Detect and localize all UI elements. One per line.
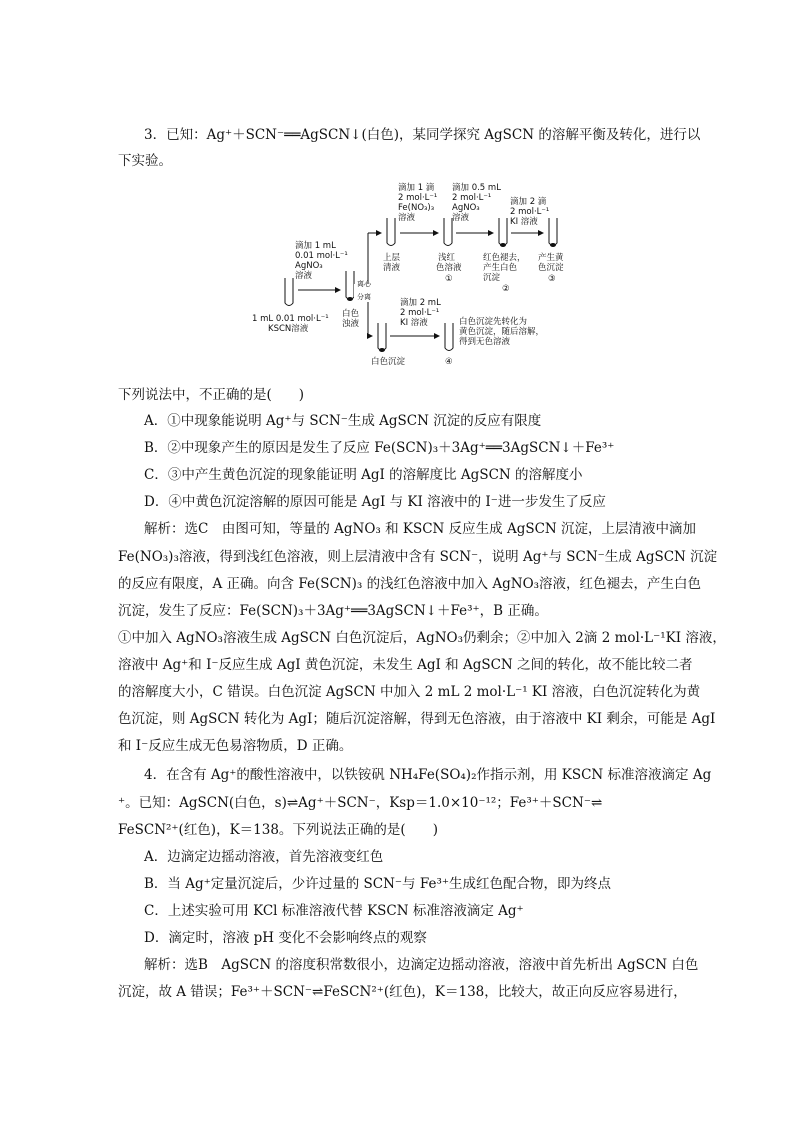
addag-line2: 2 mol·L⁻¹ xyxy=(452,193,492,203)
addfe-line1: 滴加 1 滴 xyxy=(398,183,435,193)
addfe-line4: 溶液 xyxy=(398,213,416,223)
q4-option-a: A．边滴定边摇动溶液，首先溶液变红色 xyxy=(144,849,384,865)
q3-analysis-line6: 溶液中 Ag⁺和 I⁻反应生成 AgI 黄色沉淀，未发生 AgI 和 AgSCN 之间的转化，故不能比较二者 xyxy=(118,657,693,673)
q3-analysis-line4: 沉淀，发生了反应：Fe(SCN)₃＋3Ag⁺══3AgSCN↓＋Fe³⁺，B 正确。 xyxy=(118,603,548,619)
addag-line1: 滴加 0.5 mL xyxy=(452,183,501,193)
q3-analysis-line9: 和 I⁻反应生成无色易溶物质，D 正确。 xyxy=(118,738,353,754)
result4-line3: 得到无色溶液 xyxy=(459,337,511,347)
result2-line2: 产生白色 xyxy=(483,263,518,273)
centrifuge-line1: 离心 xyxy=(357,280,371,288)
tube-2 xyxy=(499,218,507,246)
add1-line3: AgNO₃ xyxy=(295,261,323,271)
result4-line1: 白色沉淀先转化为 xyxy=(459,317,528,327)
q3-option-c: C．③中产生黄色沉淀的现象能证明 AgI 的溶解度比 AgSCN 的溶解度小 xyxy=(144,467,583,483)
start-line2: KSCN溶液 xyxy=(268,324,309,334)
q4-option-d: D．滴定时，溶液 pH 变化不会影响终点的观察 xyxy=(144,930,427,946)
addki-line1: 滴加 2 滴 xyxy=(510,197,547,207)
q4-analysis-line1: 解析：选B AgSCN 的溶度积常数很小，边滴定边摇动溶液，溶液中首先析出 AgSCN 白色 xyxy=(144,957,699,973)
white-ppt-label: 白色沉淀 xyxy=(371,357,406,367)
upper-line2: 清液 xyxy=(383,263,401,273)
q3-analysis-line1: 解析：选C 由图可知，等量的 AgNO₃ 和 KSCN 反应生成 AgSCN 沉淀，上层清液中滴加 xyxy=(144,521,697,537)
addag-line3: AgNO₃ xyxy=(452,203,480,213)
white-ppt-mark xyxy=(347,297,353,301)
tube-upper xyxy=(387,218,395,246)
addfe-line3: Fe(NO₃)₃ xyxy=(398,203,435,213)
q4-stem-line1: 4．在含有 Ag⁺的酸性溶液中，以铁铵矾 NH₄Fe(SO₄)₂作指示剂，用 KSCN 标准溶液滴定 Ag xyxy=(144,767,712,783)
result4-line2: 黄色沉淀，随后溶解， xyxy=(459,327,545,337)
q3-analysis-line8: 色沉淀，则 AgSCN 转化为 AgI；随后沉淀溶解，得到无色溶液，由于溶液中 KI 剩余，可能是 AgI xyxy=(118,711,716,727)
q3-option-d: D．④中黄色沉淀溶解的原因可能是 AgI 与 KI 溶液中的 I⁻进一步发生了反应 xyxy=(144,494,606,510)
addki2-line1: 滴加 2 mL xyxy=(400,298,441,308)
q3-stem-line2: 下实验。 xyxy=(118,153,172,169)
q3-option-b: B．②中现象产生的原因是发生了反应 Fe(SCN)₃＋3Ag⁺══3AgSCN↓＋Fe³⁺ xyxy=(144,440,615,456)
q4-stem-line3: FeSCN²⁺(红色)，K＝138。下列说法正确的是( ) xyxy=(118,822,438,838)
centrifuge-line2: 分离 xyxy=(357,293,371,301)
white-line1: 白色 xyxy=(342,309,360,319)
upper-line1: 上层 xyxy=(383,253,401,263)
result2-line1: 红色褪去， xyxy=(483,253,526,263)
addki2-line2: 2 mol·L⁻¹ xyxy=(400,308,440,318)
q3-ask: 下列说法中，不正确的是( ) xyxy=(118,387,305,403)
q4-stem-line2: ⁺。已知：AgSCN(白色，s)⇌Ag⁺＋SCN⁻，Ksp＝1.0×10⁻¹²；Fe³⁺＋SCN⁻⇌ xyxy=(118,795,603,811)
q3-analysis-line3: 的反应有限度，A 正确。向含 Fe(SCN)₃ 的浅红色溶液中加入 AgNO₃溶液，红色褪去，产生白色 xyxy=(118,576,702,592)
q3-analysis-line7: 的溶解度大小，C 错误。白色沉淀 AgSCN 中加入 2 mL 2 mol·L⁻¹ KI 溶液，白色沉淀转化为黄 xyxy=(118,684,701,700)
addki-line3: KI 溶液 xyxy=(510,217,538,227)
experiment-diagram xyxy=(240,178,600,370)
tube-start xyxy=(285,278,293,306)
result2-number: ② xyxy=(502,284,510,294)
addki2-line3: KI 溶液 xyxy=(400,318,428,328)
result1-number: ① xyxy=(445,274,453,284)
q4-option-b: B．当 Ag⁺定量沉淀后，少许过量的 SCN⁻与 Fe³⁺生成红色配合物，即为终点 xyxy=(144,876,611,892)
q4-analysis-line2: 沉淀，故 A 错误；Fe³⁺＋SCN⁻⇌FeSCN²⁺(红色)，K＝138，比较大，故正向反应容易进行， xyxy=(118,984,687,1000)
result1-line2: 色溶液 xyxy=(436,263,462,273)
result3-line2: 色沉淀 xyxy=(538,263,564,273)
q3-analysis-line2: Fe(NO₃)₃溶液，得到浅红色溶液，则上层清液中含有 SCN⁻，说明 Ag⁺与 SCN⁻生成 AgSCN 沉淀 xyxy=(118,549,718,565)
q3-stem-line1: 3．已知：Ag⁺＋SCN⁻══AgSCN↓(白色)，某同学探究 AgSCN 的溶解平衡及转化，进行以 xyxy=(144,127,701,143)
result4-number: ④ xyxy=(445,357,453,367)
tube-white-ppt xyxy=(378,323,386,351)
add1-line2: 0.01 mol·L⁻¹ xyxy=(295,251,348,261)
tube-white xyxy=(346,271,354,300)
add1-line1: 滴加 1 mL xyxy=(295,241,336,251)
result1-line1: 浅红 xyxy=(438,253,456,263)
result2-line3: 沉淀 xyxy=(483,273,501,283)
q3-analysis-line5: ①中加入 AgNO₃溶液生成 AgSCN 白色沉淀后，AgNO₃仍剩余；②中加入 2滴 2 mol·L⁻¹KI 溶液， xyxy=(118,630,726,646)
q3-option-a: A．①中现象能说明 Ag⁺与 SCN⁻生成 AgSCN 沉淀的反应有限度 xyxy=(144,413,542,429)
tube-1 xyxy=(444,218,452,246)
tube-3 xyxy=(549,218,557,246)
white-line2: 浊液 xyxy=(342,319,360,329)
addki-line2: 2 mol·L⁻¹ xyxy=(510,207,550,217)
q4-option-c: C．上述实验可用 KCl 标准溶液代替 KSCN 标准溶液滴定 Ag⁺ xyxy=(144,903,524,919)
addag-line4: 溶液 xyxy=(452,213,470,223)
addfe-line2: 2 mol·L⁻¹ xyxy=(398,193,438,203)
result3-line1: 产生黄 xyxy=(538,253,564,263)
result3-number: ③ xyxy=(548,274,556,284)
add1-line4: 溶液 xyxy=(295,271,313,281)
tube-4 xyxy=(445,323,453,351)
start-line1: 1 mL 0.01 mol·L⁻¹ xyxy=(252,314,329,324)
